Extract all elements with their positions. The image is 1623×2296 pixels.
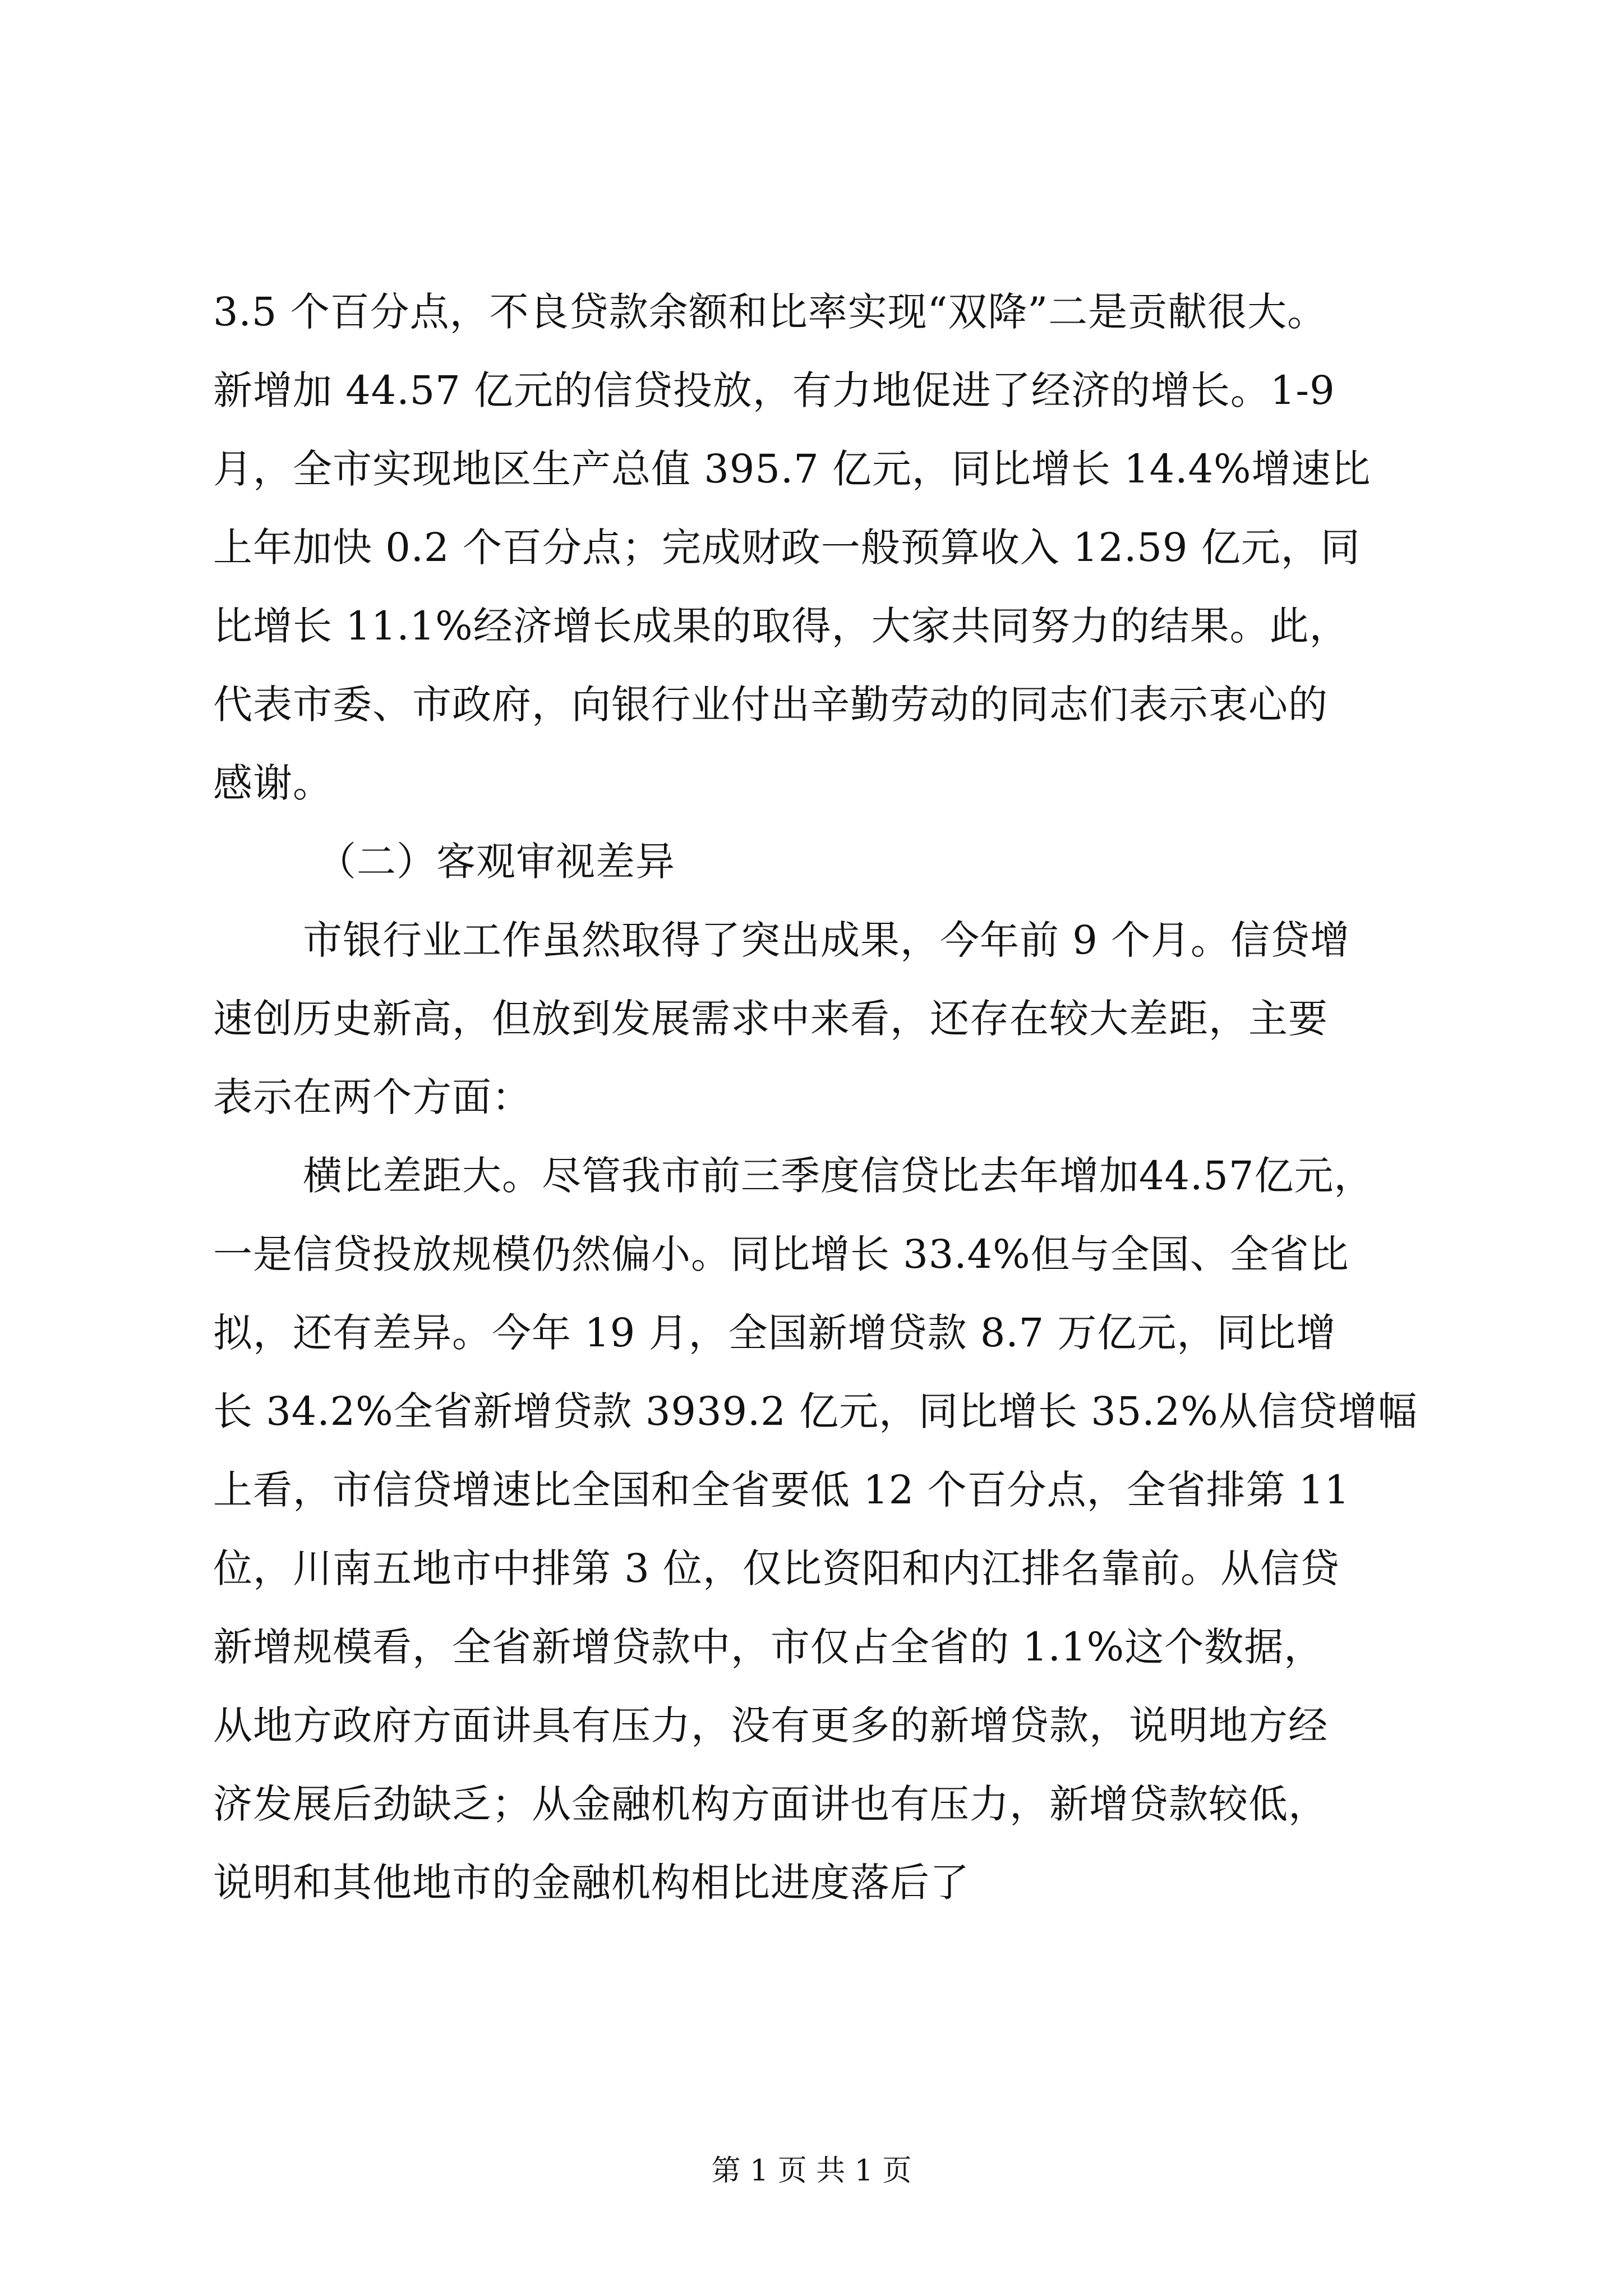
text-line: 上年加快 0.2 个百分点；完成财政一般预算收入 12.59 亿元，同 <box>213 524 1361 570</box>
text-line: 说明和其他地市的金融机构相比进度落后了 <box>213 1860 970 1906</box>
text-line: 表示在两个方面： <box>213 1074 532 1120</box>
text-line: 长 34.2%全省新增贷款 3939.2 亿元，同比增长 35.2%从信贷增幅 <box>213 1388 1418 1434</box>
text-line: 比增长 11.1%经济增长成果的取得，大家共同努力的结果。此， <box>213 603 1349 649</box>
text-line: 市银行业工作虽然取得了突出成果，今年前 9 个月。信贷增 <box>303 917 1350 963</box>
text-line: 一是信贷投放规模仍然偏小。同比增长 33.4%但与全国、全省比 <box>213 1231 1349 1277</box>
text-line: 拟，还有差异。今年 19 月，全国新增贷款 8.7 万亿元，同比增 <box>213 1310 1336 1356</box>
text-line: 3.5 个百分点，不良贷款余额和比率实现“双降”二是贡献很大。 <box>213 289 1327 335</box>
text-line: 新增规模看，全省新增贷款中，市仅占全省的 1.1%这个数据， <box>213 1624 1324 1670</box>
text-line: 新增加 44.57 亿元的信贷投放，有力地促进了经济的增长。1-9 <box>213 367 1335 413</box>
text-line: 感谢。 <box>213 760 333 806</box>
text-line: 代表市委、市政府，向银行业付出辛勤劳动的同志们表示衷心的 <box>213 682 1328 728</box>
section-heading: （二）客观审视差异 <box>317 839 675 885</box>
text-line: 济发展后劲缺乏；从金融机构方面讲也有压力，新增贷款较低， <box>213 1781 1328 1827</box>
text-line: 横比差距大。尽管我市前三季度信贷比去年增加44.57亿元， <box>303 1153 1374 1199</box>
text-line: 从地方政府方面讲具有压力，没有更多的新增贷款，说明地方经 <box>213 1703 1328 1749</box>
text-line: 月，全市实现地区生产总值 395.7 亿元，同比增长 14.4%增速比 <box>213 446 1371 492</box>
text-line: 位，川南五地市中排第 3 位，仅比资阳和内江排名靠前。从信贷 <box>213 1545 1340 1591</box>
page-footer: 第 1 页 共 1 页 <box>711 2154 912 2188</box>
document-body <box>213 273 1436 1922</box>
text-line: 上看，市信贷增速比全国和全省要低 12 个百分点，全省排第 11 <box>213 1467 1350 1513</box>
text-line: 速创历史新高，但放到发展需求中来看，还存在较大差距，主要 <box>213 996 1328 1042</box>
